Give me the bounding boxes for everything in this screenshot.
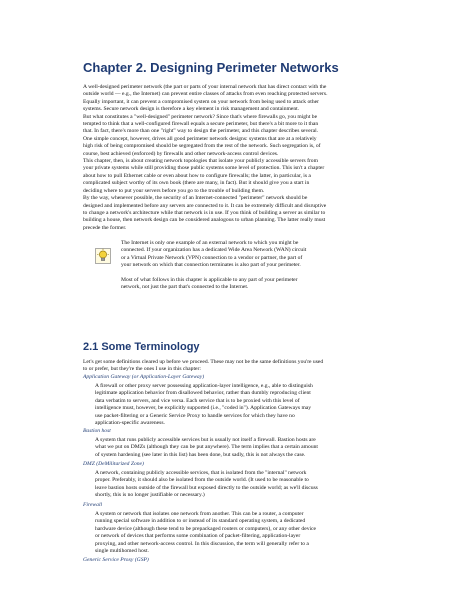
text-line: A well-designed perimeter network (the part or parts of your internal network that has direct contact with the: [83, 84, 327, 90]
text-line: single multihomed host.: [95, 548, 149, 555]
tip-lamp-icon: [95, 248, 111, 264]
definition-dmz: [95, 470, 395, 500]
text-line: tempted to think that a well-configured firewall equals a secure perimeter, but there's a bit more to it than: [83, 121, 319, 128]
chapter-title: Chapter 2. Designing Perimeter Networks: [83, 60, 339, 75]
text-line: what we put on DMZs (although they can be put anywhere). The term implies that a certain amount: [95, 444, 318, 451]
text-line: A firewall or other proxy server possessing application-layer intelligence, e.g., able to distinguish: [95, 383, 313, 389]
chapter-intro: [83, 84, 383, 232]
text-line: Most of what follows in this chapter is applicable to any part of your perimeter: [121, 276, 298, 283]
text-line: high risk of being compromised should be segregated from the rest of the network. Such segregation is, of: [83, 143, 321, 150]
text-line: about how to pull Ethernet cable or even about how to configure firewalls; the latter, in particular, is a: [83, 172, 311, 179]
text-line: to or prefer, but they're the ones I use in this chapter:: [83, 366, 201, 373]
definition-bastion-host: [95, 437, 395, 459]
text-line: to change a network's architecture while that network is in use. If you think of building a server as similar to: [83, 209, 326, 216]
text-line: A network, containing publicly accessible services, that is isolated from the "internal" network: [95, 470, 307, 476]
text-line: This chapter, then, is about creating network topologies that isolate your publicly accessible servers from: [83, 158, 318, 165]
term-firewall: Firewall: [83, 502, 103, 508]
text-line: complicated subject worthy of its own book (there are many, in fact). But it should give you a start in: [83, 180, 310, 187]
section-intro: [83, 359, 383, 374]
text-line: designed and implemented before any servers are connected to it. It can be extremely difficult and disruptive: [83, 202, 327, 209]
text-line: running special software in addition to or instead of its standard operating system, a dedicated: [95, 518, 306, 525]
text-line: building a house, then network design can be considered analogous to urban planning. The latter really must: [83, 217, 326, 224]
text-line: By the way, whenever possible, the security of an Internet-connected "perimeter" network should be: [83, 195, 308, 202]
text-line: that. In fact, there's more than one "right" way to design the perimeter, and this chapter describes several.: [83, 128, 319, 135]
text-line: Equally important, it can prevent a compromised system on your network from being used to attack other: [83, 98, 319, 105]
text-line: systems. Secure network design is therefore a key element in risk management and containment.: [83, 106, 300, 113]
text-line: or a Virtual Private Network (VPN) connection to a vendor or partner, the part of: [121, 254, 303, 261]
text-line: your private systems while still providing those public systems some level of protection. This isn't a chapter: [83, 165, 325, 172]
text-line: Let's get some definitions cleared up before we proceed. These may not be the same definitions you're used: [83, 359, 324, 365]
term-generic-service-proxy: Generic Service Proxy (GSP): [83, 557, 149, 563]
text-line: legitimate application behavior from disallowed behavior, rather than dumbly reproducing client: [95, 390, 311, 397]
text-line: or network of devices that performs some combination of packet-filtering, application-layer: [95, 533, 301, 540]
text-line: proxying, and other network-access control. In this discussion, the term will generally refer to a: [95, 540, 309, 547]
text-line: But what constitutes a "well-designed" perimeter network? Since that's where firewalls go, you might be: [83, 113, 318, 120]
text-line: The Internet is only one example of an external network to which you might be: [121, 240, 299, 246]
text-line: precede the former.: [83, 224, 127, 231]
text-line: shortly, this is no longer justifiable or necessary.): [95, 492, 205, 499]
note-callout: [90, 240, 390, 332]
text-line: intelligence must, however, be explicitly supported (i.e., "coded in"). Application Gateways may: [95, 405, 312, 412]
text-line: A system or network that isolates one network from another. This can be a router, a computer: [95, 511, 304, 517]
note-text: [121, 240, 389, 291]
text-line: data verbatim to servers, and vice versa. Each service that is to be proxied with this level of: [95, 397, 300, 404]
text-line: of system hardening (see later in this list) has been done, but sadly, this is not always the case.: [95, 451, 306, 458]
text-line: proper. Preferably, it should also be isolated from the outside world. (It used to be reasonable to: [95, 477, 309, 484]
term-bastion-host: Bastion host: [83, 428, 111, 434]
term-application-gateway: Application Gateway (or Application-Layer Gateway): [83, 374, 205, 380]
text-line: your network on which that connection terminates is also part of your perimeter.: [121, 262, 301, 269]
term-dmz: DMZ (DeMilitarized Zone): [83, 461, 144, 467]
text-line: use packet-filtering or a Generic Service Proxy to handle services for which they have no: [95, 412, 295, 419]
text-line: outside world — e.g., the Internet) can prevent entire classes of attacks from even reaching protected servers.: [83, 91, 328, 98]
text-line: application-specific awareness.: [95, 420, 165, 427]
definition-application-gateway: [95, 383, 395, 427]
definition-firewall: [95, 511, 395, 555]
text-line: connected. If your organization has a dedicated Wide Area Network (WAN) circuit: [121, 247, 307, 254]
text-line: leave bastion hosts outside of the firewall but exposed directly to the outside world; as we'll discuss: [95, 484, 318, 491]
text-line: network, not just the part that's connected to the Internet.: [121, 284, 249, 291]
text-line: A system that runs publicly accessible services but is usually not itself a firewall. Bastion hosts are: [95, 437, 316, 443]
text-line: deciding where to put your servers before you go to the trouble of building them.: [83, 187, 265, 194]
text-line: course, best achieved (enforced) by firewalls and other network-access control devices.: [83, 150, 279, 157]
text-line: hardware device (although these tend to be prepackaged routers or computers), or any other device: [95, 525, 317, 532]
text-line: One simple concept, however, drives all good perimeter network designs: systems that are at a relatively: [83, 135, 317, 142]
section-title: 2.1 Some Terminology: [83, 341, 200, 353]
